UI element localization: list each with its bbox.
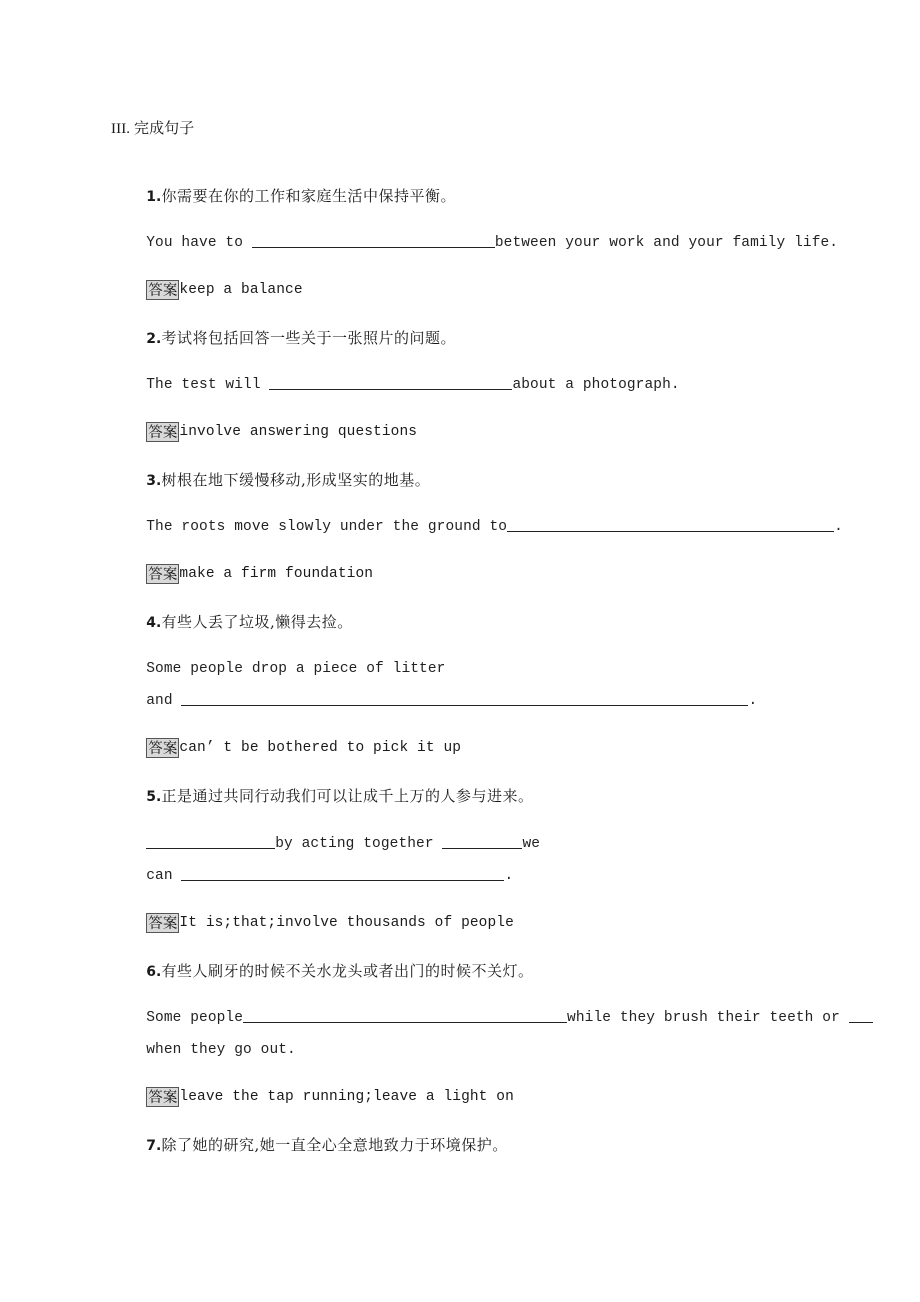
sentence-text: about a photograph. — [512, 377, 680, 393]
answer-badge: 答案 — [146, 1087, 179, 1107]
answer-text: It is;that;involve thousands of people — [179, 915, 514, 931]
question-number: 5. — [146, 789, 162, 805]
sentence-text: . — [504, 868, 514, 884]
question-chinese: 你需要在你的工作和家庭生活中保持平衡。 — [161, 187, 456, 205]
question-chinese: 除了她的研究,她一直全心全意地致力于环境保护。 — [161, 1136, 508, 1154]
fill-blank[interactable] — [252, 233, 495, 248]
sentence-text: The roots move slowly under the ground to — [146, 519, 508, 535]
answer-text: leave the tap running;leave a light on — [179, 1089, 514, 1105]
question-chinese: 正是通过共同行动我们可以让成千上万的人参与进来。 — [161, 787, 534, 805]
sentence-text: when they go out. — [146, 1042, 296, 1058]
sentence-text: Some people — [146, 1010, 244, 1026]
answer-text: keep a balance — [179, 282, 303, 298]
answer-badge: 答案 — [146, 564, 179, 584]
fill-blank[interactable] — [269, 375, 512, 390]
fill-blank[interactable] — [181, 866, 504, 881]
sentence-text: Some people drop a piece of litter — [146, 661, 446, 677]
sentence-text: . — [834, 519, 843, 535]
sentence-text: while they brush their teeth or — [567, 1010, 849, 1026]
sentence-text: by acting together — [275, 836, 443, 852]
question-chinese: 考试将包括回答一些关于一张照片的问题。 — [161, 329, 456, 347]
question-chinese: 有些人丢了垃圾,懒得去捡。 — [161, 613, 353, 631]
question-number: 4. — [146, 615, 162, 631]
question-number: 6. — [146, 964, 162, 980]
question-chinese: 有些人刷牙的时候不关水龙头或者出门的时候不关灯。 — [161, 962, 534, 980]
answer-badge: 答案 — [146, 280, 179, 300]
question-7-prompt — [111, 1115, 508, 1177]
sentence-text: . — [748, 693, 758, 709]
sentence-text: we — [522, 836, 541, 852]
fill-blank[interactable] — [507, 517, 834, 532]
section-heading: III. 完成句子 — [111, 121, 195, 137]
sentence-text: between your work and your family life. — [494, 235, 839, 251]
sentence-text: You have to — [146, 235, 252, 251]
answer-text: make a firm foundation — [179, 566, 374, 582]
answer-badge: 答案 — [146, 913, 179, 933]
question-chinese: 树根在地下缓慢移动,形成坚实的地基。 — [161, 471, 431, 489]
answer-badge: 答案 — [146, 738, 179, 758]
question-number: 7. — [146, 1138, 162, 1154]
question-number: 2. — [146, 331, 162, 347]
answer-text: can’ t be bothered to pick it up — [179, 740, 462, 756]
sentence-text: and — [146, 693, 182, 709]
question-number: 3. — [146, 473, 162, 489]
sentence-text: The test will — [146, 377, 270, 393]
answer-text: involve answering questions — [179, 424, 418, 440]
fill-blank[interactable] — [849, 1008, 873, 1023]
sentence-text: can — [146, 868, 182, 884]
answer-badge: 答案 — [146, 422, 179, 442]
fill-blank[interactable] — [181, 691, 748, 706]
question-number: 1. — [146, 189, 162, 205]
